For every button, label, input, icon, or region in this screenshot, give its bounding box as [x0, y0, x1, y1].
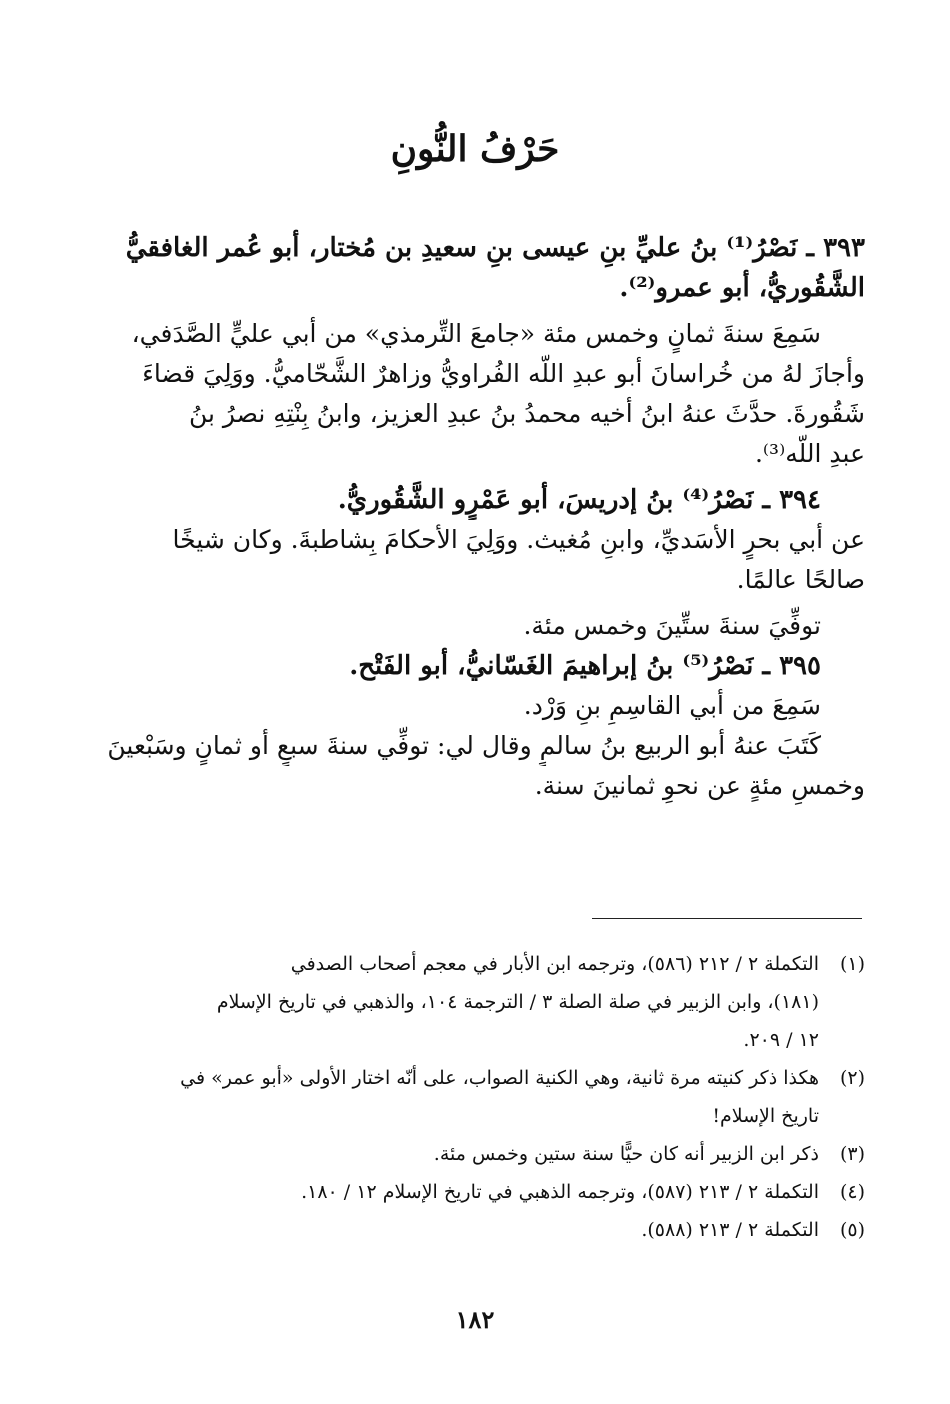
- footnote-number: (١): [839, 953, 865, 975]
- footnote-line: التكملة ٢ / ٢١٢ (٥٨٦)، وترجمه ابن الأبار في معجم أصحاب الصدفي: [290, 953, 819, 975]
- text-line: شَقُورةَ. حدَّثَ عنهُ ابنُ أخيه محمدُ بنُ عبدِ العزيز، وابنُ بِنْتِهِ نصرُ بنُ: [188, 399, 865, 428]
- text-line: عبدِ اللّه⁽³⁾.: [754, 439, 865, 468]
- text-line: ٣٩٤ ـ نَصْرُ⁽⁴⁾ بنُ إدريسَ، أبو عَمْرٍو الشَّقُوريُّ.: [337, 485, 821, 515]
- footnote: [98, 945, 865, 1059]
- footnote-line: ١٢ / ٢٠٩.: [743, 1029, 819, 1051]
- footnotes: [98, 945, 865, 1249]
- text-line: الشَّقُوريُّ، أبو عمرو⁽²⁾.: [619, 273, 865, 303]
- footnote-text: [98, 945, 819, 1059]
- text-line: توفِّيَ سنةَ ستِّينَ وخمس مئة.: [523, 611, 821, 640]
- text-line: عن أبي بحرٍ الأسَديِّ، وابنِ مُغيث. ووَلِيَ الأحكامَ بِشاطبةَ. وكان شيخًا: [172, 525, 865, 554]
- text-line: وخمسِ مئةٍ عن نحوِ ثمانينَ سنة.: [534, 771, 865, 800]
- footnote-line: (١٨١)، وابن الزبير في صلة الصلة ٣ / الترجمة ١٠٤، والذهبي في تاريخ الإسلام: [216, 991, 819, 1013]
- footnote-number: (٢): [839, 1067, 865, 1089]
- text-line: سَمِعَ سنةَ ثمانٍ وخمس مئة «جامعَ التِّرمذي» من أبي عليٍّ الصَّدَفي،: [131, 319, 821, 348]
- footnote-line: ذكر ابن الزبير أنه كان حيًّا سنة ستين وخمس مئة.: [433, 1143, 819, 1165]
- text-line: سَمِعَ من أبي القاسِمِ بنِ وَرْد.: [523, 691, 821, 720]
- footnote: [98, 1135, 865, 1173]
- footnote: [98, 1173, 865, 1211]
- footnote-number: (٤): [839, 1181, 865, 1203]
- footnote-number: (٣): [839, 1143, 865, 1165]
- footnote: [98, 1059, 865, 1135]
- text-line: كَتَبَ عنهُ أبو الربيع بنُ سالمٍ وقال لي: توفِّي سنةَ سبعٍ أو ثمانٍ وسَبْعينَ: [107, 731, 821, 760]
- footnote-divider: [592, 918, 862, 919]
- footnote-text: [98, 1135, 819, 1173]
- text-line: وأجازَ لهُ من خُراسانَ أبو عبدِ اللّه الفُراويُّ وزاهرٌ الشَّحّاميُّ. ووَلِيَ قضاءَ: [142, 359, 865, 388]
- footnote-line: تاريخ الإسلام!: [712, 1105, 819, 1127]
- footnote-text: [98, 1211, 819, 1249]
- main-text: [98, 228, 865, 806]
- footnote-line: التكملة ٢ / ٢١٣ (٥٨٧)، وترجمه الذهبي في تاريخ الإسلام ١٢ / ١٨٠.: [301, 1181, 819, 1203]
- page-number: ١٨٢: [455, 1305, 495, 1334]
- footnote: [98, 1211, 865, 1249]
- footnote-line: التكملة ٢ / ٢١٣ (٥٨٨).: [641, 1219, 819, 1241]
- text-line: ٣٩٥ ـ نَصْرُ⁽⁵⁾ بنُ إبراهيمَ الغَسّانيُّ، أبو الفَتْح.: [349, 651, 821, 681]
- footnote-text: [98, 1059, 819, 1135]
- footnote-line: هكذا ذكر كنيته مرة ثانية، وهي الكنية الصواب، على أنّه اختار الأولى «أبو عمر» في: [180, 1067, 819, 1089]
- footnote-number: (٥): [839, 1219, 865, 1241]
- chapter-title: حَرْفُ النُّونِ: [390, 128, 560, 170]
- text-line: صالحًا عالمًا.: [736, 565, 865, 594]
- text-line: ٣٩٣ ـ نَصْرُ⁽¹⁾ بنُ عليِّ بنِ عيسى بنِ سعيدِ بن مُختار، أبو عُمر الغافقيُّ: [125, 233, 865, 263]
- footnote-text: [98, 1173, 819, 1211]
